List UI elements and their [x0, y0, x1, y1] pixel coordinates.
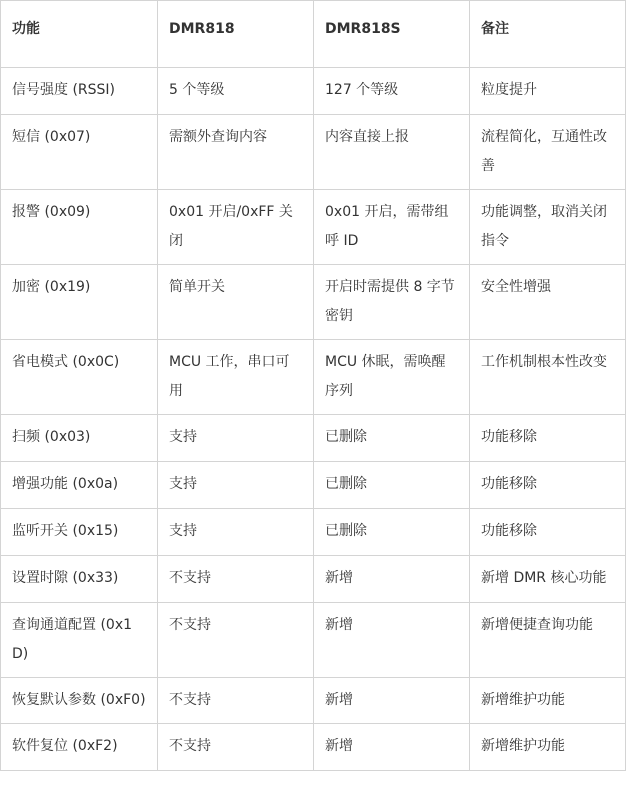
cell-dmr818: 不支持 — [158, 556, 314, 603]
cell-notes: 功能移除 — [470, 509, 626, 556]
cell-dmr818: 支持 — [158, 462, 314, 509]
cell-dmr818: 简单开关 — [158, 265, 314, 340]
cell-feature: 增强功能 (0x0a) — [1, 462, 158, 509]
cell-dmr818s: MCU 休眠，需唤醒序列 — [314, 340, 470, 415]
cell-notes: 功能移除 — [470, 415, 626, 462]
cell-dmr818: 不支持 — [158, 724, 314, 771]
cell-dmr818s: 0x01 开启，需带组呼 ID — [314, 190, 470, 265]
cell-dmr818: 不支持 — [158, 603, 314, 678]
cell-notes: 功能调整，取消关闭指令 — [470, 190, 626, 265]
cell-feature: 加密 (0x19) — [1, 265, 158, 340]
cell-notes: 工作机制根本性改变 — [470, 340, 626, 415]
cell-notes: 新增便捷查询功能 — [470, 603, 626, 678]
cell-dmr818: 不支持 — [158, 678, 314, 724]
cell-feature: 恢复默认参数 (0xF0) — [1, 678, 158, 724]
table-body — [1, 68, 626, 771]
cell-dmr818s: 新增 — [314, 556, 470, 603]
cell-feature: 监听开关 (0x15) — [1, 509, 158, 556]
cell-feature: 短信 (0x07) — [1, 115, 158, 190]
cell-feature: 省电模式 (0x0C) — [1, 340, 158, 415]
cell-dmr818s: 开启时需提供 8 字节密钥 — [314, 265, 470, 340]
cell-feature: 设置时隙 (0x33) — [1, 556, 158, 603]
header-feature: 功能 — [1, 1, 158, 68]
table-row — [1, 603, 626, 678]
cell-feature: 扫频 (0x03) — [1, 415, 158, 462]
table-row — [1, 340, 626, 415]
table-row — [1, 68, 626, 115]
table-row — [1, 462, 626, 509]
cell-notes: 安全性增强 — [470, 265, 626, 340]
table-header — [1, 1, 626, 68]
cell-notes: 新增维护功能 — [470, 724, 626, 771]
table-row — [1, 556, 626, 603]
cell-feature: 软件复位 (0xF2) — [1, 724, 158, 771]
cell-dmr818: 5 个等级 — [158, 68, 314, 115]
cell-notes: 新增 DMR 核心功能 — [470, 556, 626, 603]
header-dmr818: DMR818 — [158, 1, 314, 68]
cell-dmr818: 0x01 开启/0xFF 关闭 — [158, 190, 314, 265]
cell-dmr818s: 内容直接上报 — [314, 115, 470, 190]
table-row — [1, 415, 626, 462]
table-row — [1, 724, 626, 771]
cell-feature: 报警 (0x09) — [1, 190, 158, 265]
cell-notes: 功能移除 — [470, 462, 626, 509]
cell-dmr818s: 已删除 — [314, 509, 470, 556]
cell-dmr818s: 127 个等级 — [314, 68, 470, 115]
table-row — [1, 678, 626, 724]
cell-dmr818s: 新增 — [314, 678, 470, 724]
cell-feature: 查询通道配置 (0x1D) — [1, 603, 158, 678]
cell-dmr818: MCU 工作，串口可用 — [158, 340, 314, 415]
table-row — [1, 265, 626, 340]
cell-dmr818: 需额外查询内容 — [158, 115, 314, 190]
cell-notes: 新增维护功能 — [470, 678, 626, 724]
table-row — [1, 509, 626, 556]
table-row — [1, 190, 626, 265]
cell-notes: 流程简化，互通性改善 — [470, 115, 626, 190]
header-row — [1, 1, 626, 68]
cell-dmr818: 支持 — [158, 509, 314, 556]
cell-dmr818s: 新增 — [314, 603, 470, 678]
cell-dmr818s: 已删除 — [314, 415, 470, 462]
cell-dmr818s: 已删除 — [314, 462, 470, 509]
table-row — [1, 115, 626, 190]
header-dmr818s: DMR818S — [314, 1, 470, 68]
header-notes: 备注 — [470, 1, 626, 68]
cell-dmr818: 支持 — [158, 415, 314, 462]
cell-feature: 信号强度 (RSSI) — [1, 68, 158, 115]
cell-dmr818s: 新增 — [314, 724, 470, 771]
cell-notes: 粒度提升 — [470, 68, 626, 115]
